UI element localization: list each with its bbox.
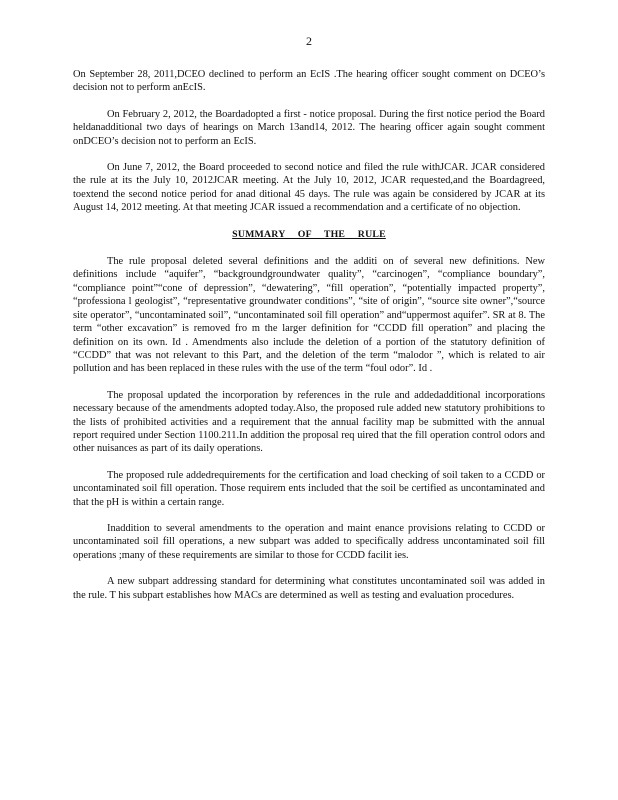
page-body [73, 68, 545, 615]
paragraph-incorporations: The proposal updated the incorporation by references in the rule and addedadditional incorporations necessary because of the amendments adopted today.Also, the proposed rule added new statutory prohibitions to the lists of prohibited activities and a requirement that the annual facility map be submitted with the annual report required under Section 1100.211.In addition the proposal req uired that the fill operation control odors and other nuisances as part of its daily operations. [73, 389, 545, 455]
paragraph-definitions: The rule proposal deleted several definitions and the additi on of several new definitions. New definitions include “aquifer”, “backgroundgroundwater quality”, “carcinogen”, “compliance boundary”, “compliance point”“cone of depression”, “dewatering”, “fill operation”, “potentially impacted property”, “professiona l geologist”, “representative groundwater conditions”, “site of origin”, “source site owner”,“source site operator”, “uncontaminated soil”, “uncontaminated soil fill operation” and“uppermost aquifer”. SR at 8. The term “other excavation” is removed fro m the larger definition for “CCDD fill operation” and placing the definition on its own. Id . Amendments also include the deletion of a portion of the statutory definition of “CCDD” that was not relevant to this Part, and the deletion of the term “malodor ”, which is related to air pollution and has been replaced in these rules with the use of the term “foul odor”. Id . [73, 256, 545, 375]
summary-heading-text: SUMMARY OF THE RULE [232, 228, 386, 240]
paragraph-new-subpart: A new subpart addressing standard for determining what constitutes uncontaminated soil was added in the rule. T his subpart establishes how MACs are determined as well as testing and evaluation procedures. [73, 576, 545, 601]
paragraph-first-notice: On February 2, 2012, the Boardadopted a first - notice proposal. During the first notice period the Board heldanadditional two days of hearings on March 13and14, 2012. The hearing officer again sought comment onDCEO’s decision not to perform an EcIS. [73, 108, 545, 147]
paragraph-second-notice: On June 7, 2012, the Board proceeded to second notice and filed the rule withJCAR. JCAR considered the rule at its the July 10, 2012JCAR meeting. At the July 10, 2012, JCAR requested,and the Boardagreed, toextend the second notice period for anad ditional 45 days. The rule was again be considered by JCAR at its August 14, 2012 meeting. At that meeting JCAR issued a recommendation and a certificate of no objection. [73, 162, 545, 214]
paragraph-dceo-decline: On September 28, 2011,DCEO declined to perform an EcIS .The hearing officer sought comment on DCEO’s decision not to perform anEcIS. [73, 69, 545, 94]
paragraph-operation-maintenance: Inaddition to several amendments to the operation and maint enance provisions relating to CCDD or uncontaminated soil fill operations, a new subpart was added to specifically address uncontaminated soil fill operations ;many of these requirements are similar to those for CCDD facilit ies. [73, 522, 545, 561]
paragraph-certification: The proposed rule addedrequirements for the certification and load checking of soil taken to a CCDD or uncontaminated soil fill operation. Those requirem ents included that the soil be certified as uncontaminated and that the pH is within a certain range. [73, 469, 545, 508]
page-number: 2 [306, 34, 312, 48]
summary-heading [73, 228, 545, 241]
